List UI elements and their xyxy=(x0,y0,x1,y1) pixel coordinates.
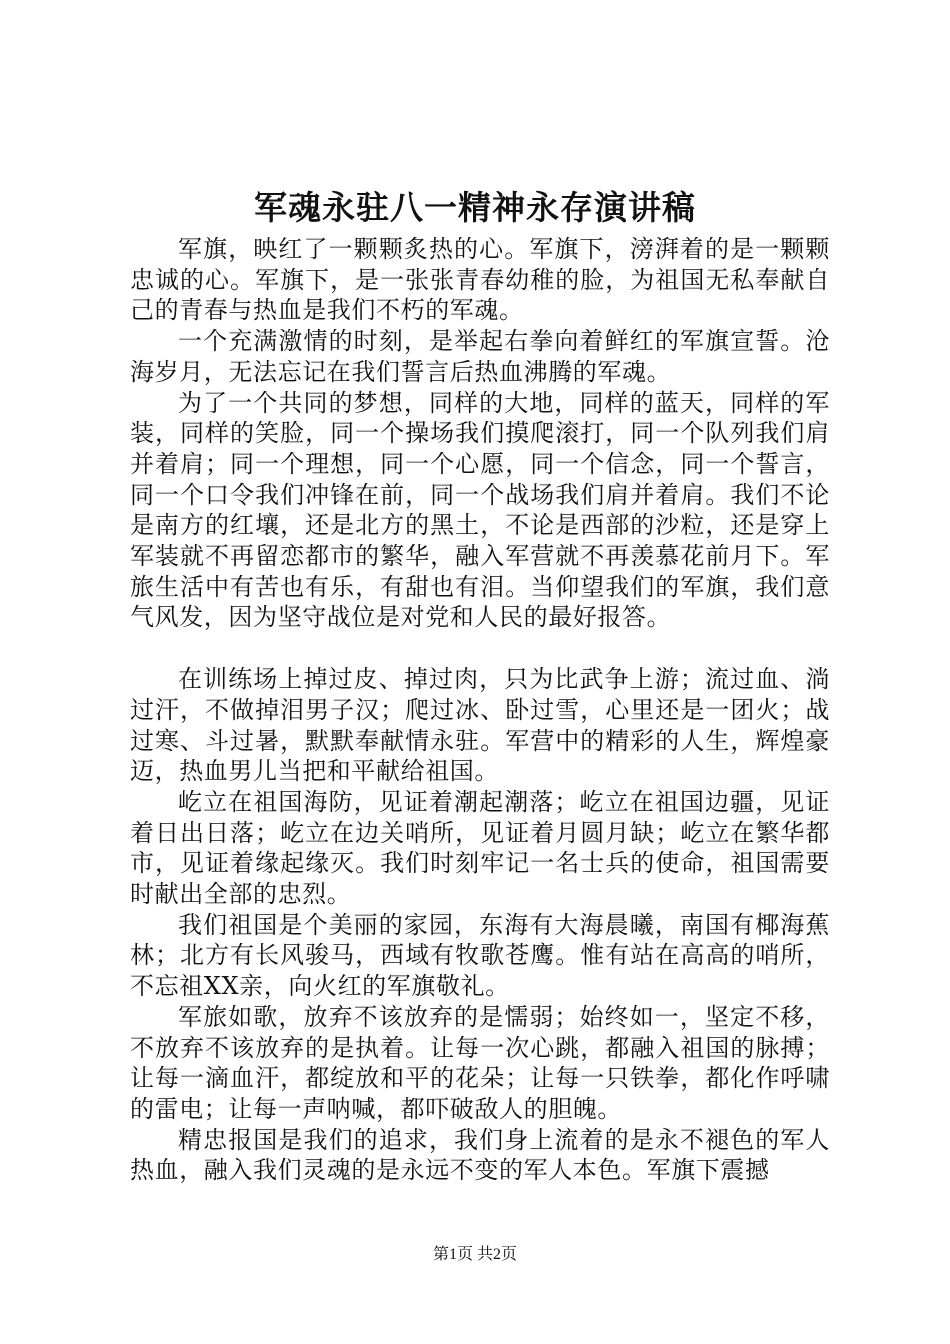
document-body xyxy=(130,234,830,1186)
paragraph-8: 精忠报国是我们的追求，我们身上流着的是永不褪色的军人热血，融入我们灵魂的是永远不变的军人本色。军旗下震撼 xyxy=(130,1125,830,1185)
paragraph-2: 一个充满激情的时刻，是举起右拳向着鲜红的军旗宣誓。沧海岁月，无法忘记在我们誓言后热血沸腾的军魂。 xyxy=(130,327,830,386)
document-title: 军魂永驻八一精神永存演讲稿 xyxy=(254,188,696,227)
paragraph-5: 屹立在祖国海防，见证着潮起潮落；屹立在祖国边疆，见证着日出日落；屹立在边关哨所，见证着月圆月缺；屹立在繁华都市，见证着缘起缘灭。我们时刻牢记一名士兵的使命，祖国需要时献出全部的忠烈。 xyxy=(130,787,830,909)
paragraph-4: 在训练场上掉过皮、掉过肉，只为比武争上游；流过血、淌过汗，不做掉泪男子汉；爬过冰、卧过雪，心里还是一团火；战过寒、斗过暑，默默奉献情永驻。军营中的精彩的人生，辉煌豪迈，热血男儿当把和平献给祖国。 xyxy=(130,665,830,786)
paragraph-3: 为了一个共同的梦想，同样的大地，同样的蓝天，同样的军装，同样的笑脸，同一个操场我们摸爬滚打，同一个队列我们肩并着肩；同一个理想，同一个心愿，同一个信念，同一个誓言，同一个口令我们冲锋在前，同一个战场我们肩并着肩。我们不论是南方的红壤，还是北方的黑土，不论是西部的沙粒，还是穿上军装就不再留恋都市的繁华，融入军营就不再羡慕花前月下。军旅生活中有苦也有乐，有甜也有泪。当仰望我们的军旗，我们意气风发，因为坚守战位是对党和人民的最好报答。 xyxy=(130,388,830,632)
page-footer: 第1页 共2页 xyxy=(432,1246,517,1263)
paragraph-6: 我们祖国是个美丽的家园，东海有大海晨曦，南国有椰海蕉林；北方有长风骏马，西域有牧歌苍鹰。惟有站在高高的哨所，不忘祖XX亲，向火红的军旗敬礼。 xyxy=(130,910,830,1001)
paragraph-1: 军旗，映红了一颗颗炙热的心。军旗下，滂湃着的是一颗颗忠诚的心。军旗下，是一张张青春幼稚的脸，为祖国无私奉献自己的青春与热血是我们不朽的军魂。 xyxy=(130,235,830,325)
paragraph-7: 军旅如歌，放弃不该放弃的是懦弱；始终如一，坚定不移，不放弃不该放弃的是执着。让每一次心跳，都融入祖国的脉搏；让每一滴血汗，都绽放和平的花朵；让每一只铁拳，都化作呼啸的雷电；让每一声呐喊，都吓破敌人的胆魄。 xyxy=(130,1002,830,1123)
